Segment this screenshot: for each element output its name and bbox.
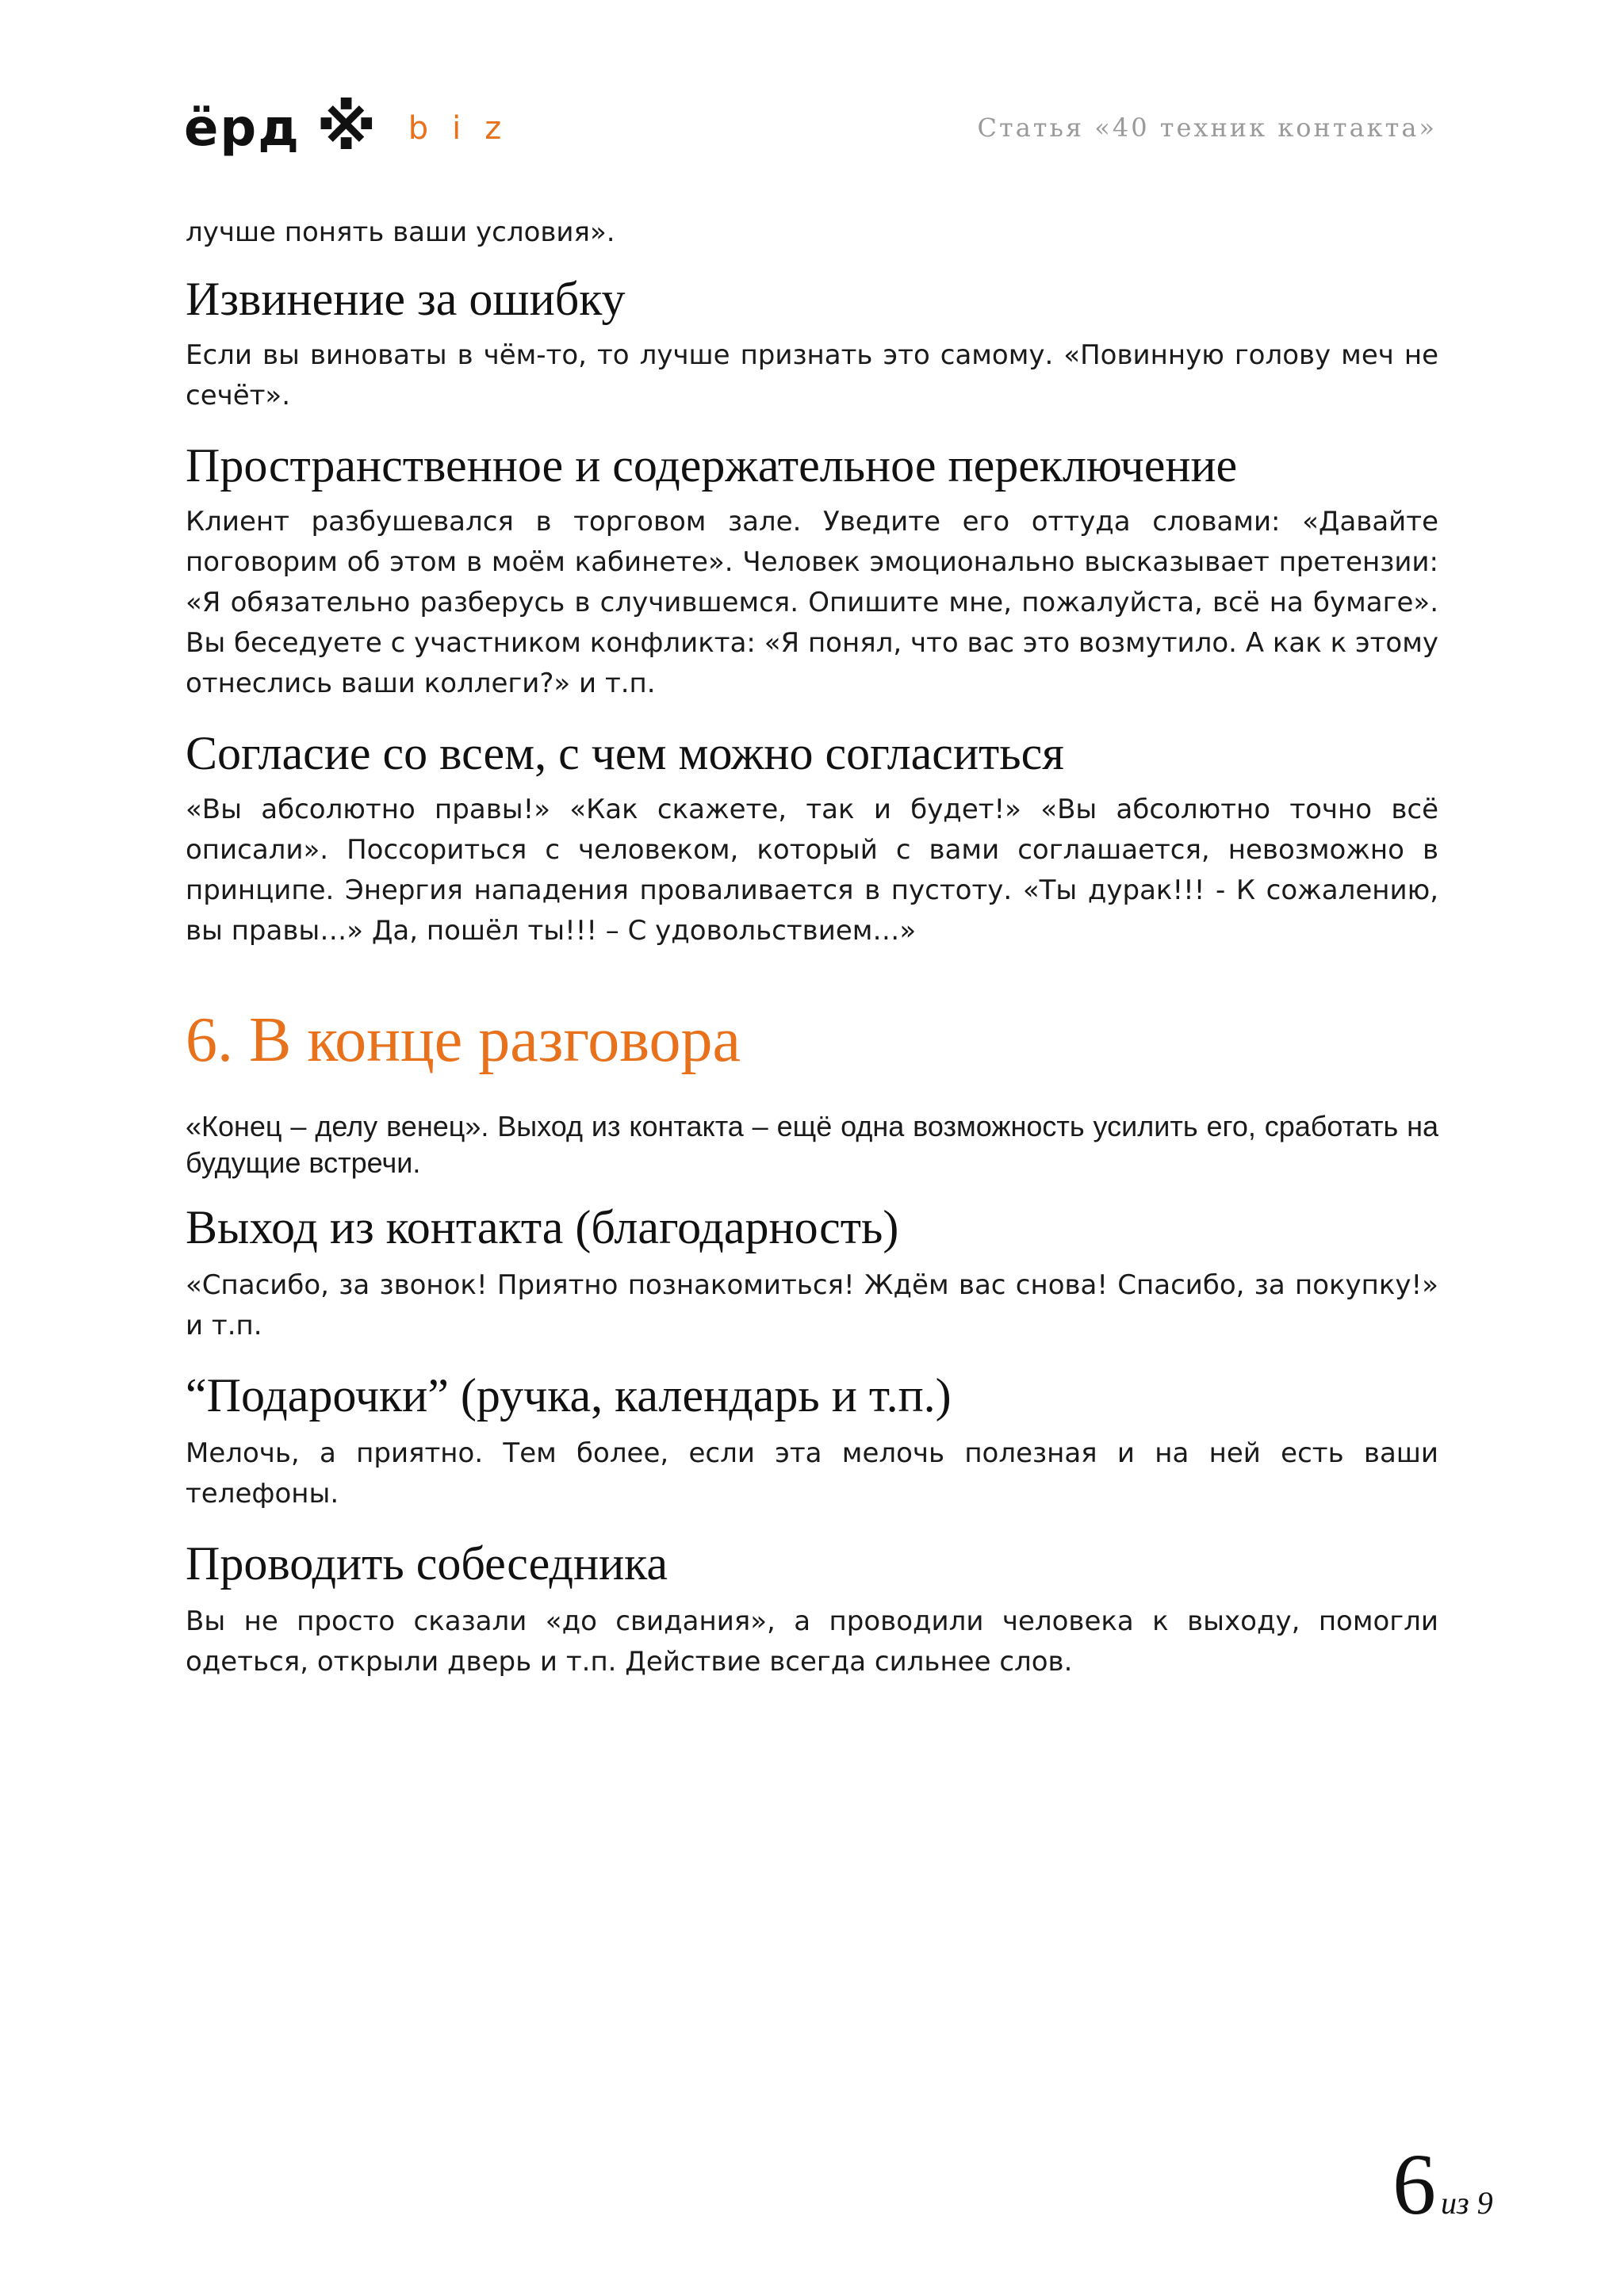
page-total: из 9 bbox=[1441, 2185, 1493, 2221]
logo-biz: biz bbox=[408, 110, 526, 147]
header-article-title: Статья «40 техник контакта» bbox=[977, 113, 1437, 143]
heading-gifts: “Подарочки” (ручка, календарь и т.п.) bbox=[186, 1369, 952, 1422]
heading-apology: Извинение за ошибку bbox=[186, 273, 626, 325]
heading-switch: Пространственное и содержательное переключение bbox=[186, 439, 1238, 492]
paragraph-section6: «Конец – делу венец». Выход из контакта – ещё одна возможность усилить его, сработать на будущие встречи. bbox=[186, 1110, 1438, 1179]
logo-glyph-icon: ※ bbox=[316, 93, 377, 164]
logo-wordmark: ёрд bbox=[184, 99, 301, 158]
paragraph-switch: Клиент разбушевался в торговом зале. Уведите его оттуда словами: «Давайте поговорим об этом в моём кабинете». Человек эмоционально высказывает претензии: «Я обязательно разберусь в случившемся. Опишите мне, пожалуйста, всё на бумаге». Вы беседуете с участником конфликта: «Я понял, что вас это возмутило. А как к этому отнеслись ваши коллеги?» и т.п. bbox=[186, 506, 1438, 699]
paragraph-intro: лучше понять ваши условия». bbox=[186, 216, 615, 248]
section-heading-6: 6. В конце разговора bbox=[186, 1005, 741, 1075]
article-body bbox=[186, 212, 1438, 1682]
paragraph-exit: «Спасибо, за звонок! Приятно познакомиться! Ждём вас снова! Спасибо, за покупку!» и т.п. bbox=[186, 1269, 1438, 1341]
page-current: 6 bbox=[1392, 2136, 1436, 2233]
paragraph-agree: «Вы абсолютно правы!» «Как скажете, так и будет!» «Вы абсолютно точно всё описали». Поссориться с человеком, который с вами соглашается, невозможно в принципе. Энергия нападения проваливается в пустоту. «Ты дурак!!! - К сожалению, вы правы…» Да, пошёл ты!!! – С удовольствием…» bbox=[186, 794, 1438, 947]
paragraph-apology: Если вы виноваты в чём-то, то лучше признать это самому. «Повинную голову меч не сечёт». bbox=[186, 339, 1438, 411]
paragraph-escort: Вы не просто сказали «до свидания», а проводили человека к выходу, помогли одеться, открыли дверь и т.п. Действие всегда сильнее слов. bbox=[186, 1605, 1438, 1678]
logo bbox=[184, 89, 525, 168]
paragraph-gifts: Мелочь, а приятно. Тем более, если эта мелочь полезная и на ней есть ваши телефоны. bbox=[186, 1437, 1438, 1510]
heading-escort: Проводить собеседника bbox=[186, 1537, 668, 1590]
heading-exit: Выход из контакта (благодарность) bbox=[186, 1201, 899, 1253]
page-number bbox=[1392, 2136, 1493, 2233]
page-header bbox=[184, 89, 1437, 176]
heading-agree: Согласие со всем, с чем можно согласиться bbox=[186, 727, 1064, 779]
